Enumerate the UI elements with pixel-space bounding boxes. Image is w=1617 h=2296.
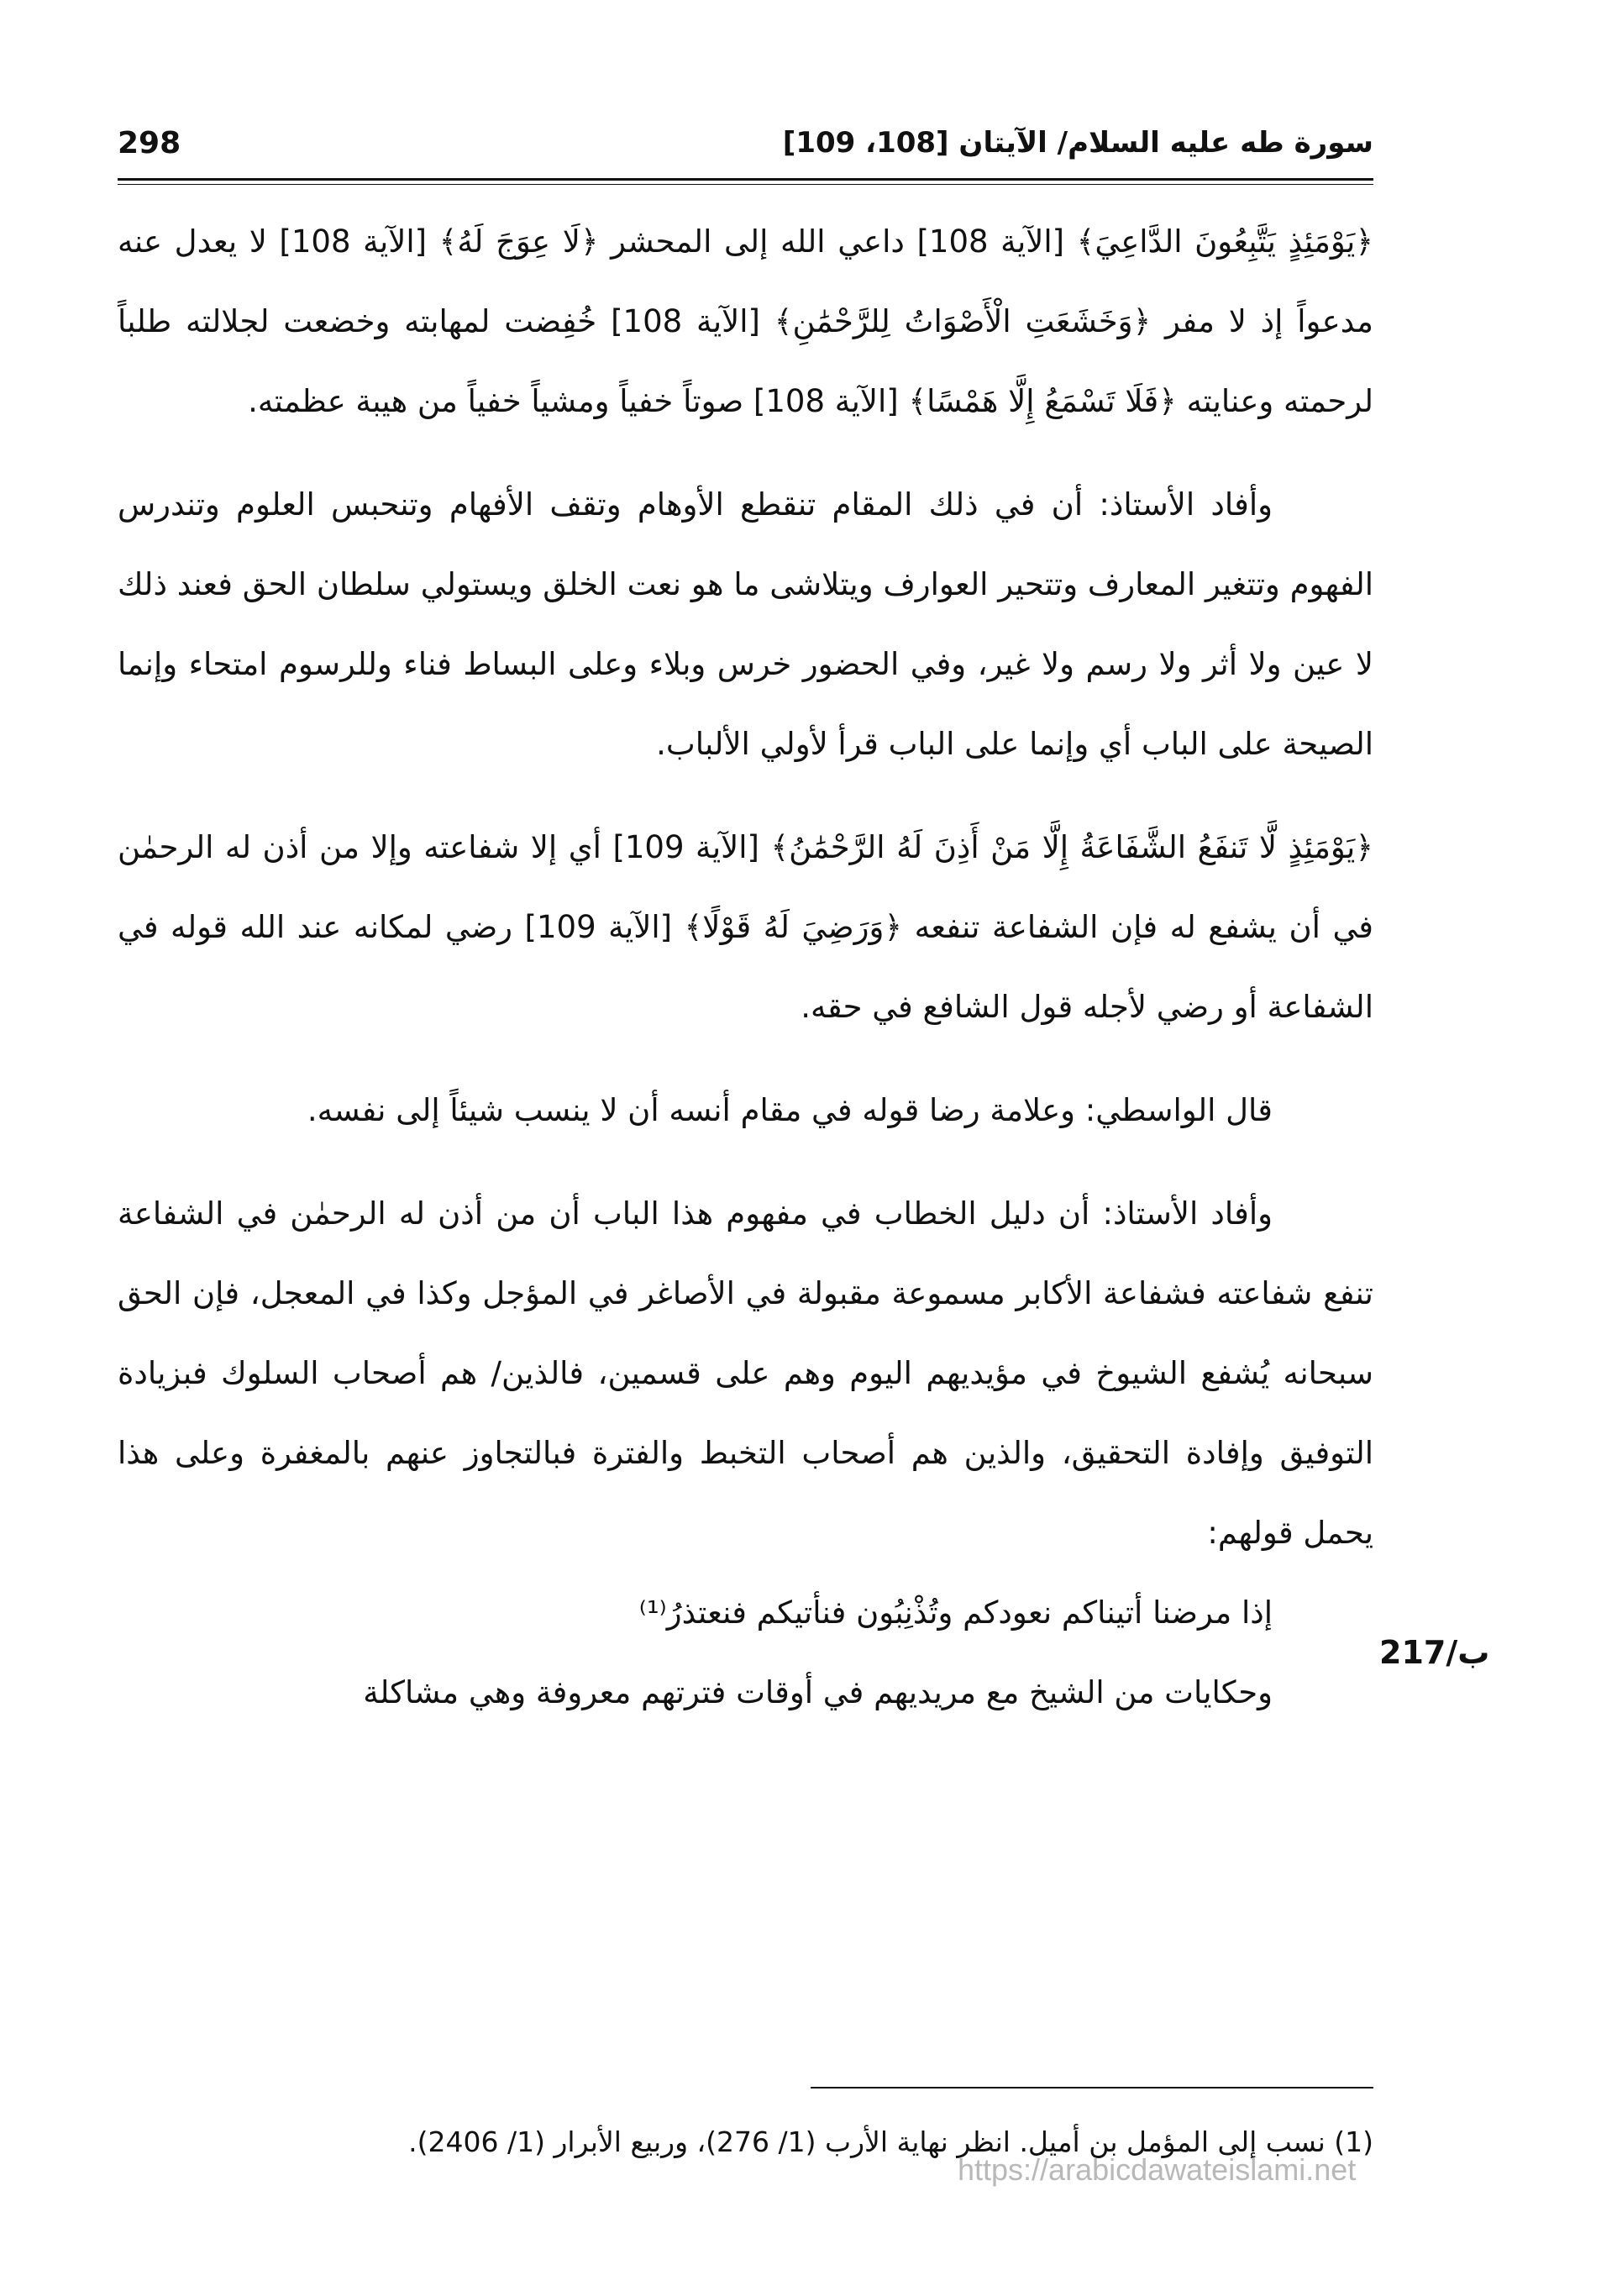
paragraph: قال الواسطي: وعلامة رضا قوله في مقام أنسه أن لا ينسب شيئاً إلى نفسه. [307, 1092, 1273, 1128]
paragraph: وحكايات من الشيخ مع مريديهم في أوقات فترتهم معروفة وهي مشاكلة [363, 1674, 1273, 1710]
footnote-rule [811, 2087, 1373, 2088]
verse-line: إذا مرضنا أتيناكم نعودكم وتُذْنِبُون فنأتيكم فنعتذرُ⁽¹⁾ [638, 1595, 1273, 1631]
main-text [118, 202, 1373, 1732]
manuscript-folio-note: 217/ب [1379, 1634, 1490, 1671]
running-header [118, 126, 1373, 168]
header-rule [118, 178, 1373, 181]
page-number: 298 [118, 126, 181, 160]
header-rule-thin [118, 184, 1373, 185]
watermark-url: https://arabicdawateislami.net [958, 2152, 1357, 2187]
paragraph: ﴿يَوْمَئِذٍ لَّا تَنفَعُ الشَّفَاعَةُ إِلَّا مَنْ أَذِنَ لَهُ الرَّحْمَٰنُ﴾ [الآية 109] أي إلا شفاعته وإلا من أذن له الرحمٰن في أن يشفع له فإن الشفاعة تنفعه ﴿وَرَضِيَ لَهُ قَوْلًا﴾ [الآية 109] رضي لمكانه عند الله قوله في الشفاعة أو رضي لأجله قول الشافع في حقه. [118, 829, 1373, 1025]
paragraph: وأفاد الأستاذ: أن في ذلك المقام تنقطع الأوهام وتقف الأفهام وتنحبس العلوم وتندرس الفهوم وتتغير المعارف وتتحير العوارف ويتلاشى ما هو نعت الخلق ويستولي سلطان الحق فعند ذلك لا عين ولا أثر ولا رسم ولا غير، وفي الحضور خرس وبلاء وعلى البساط فناء وللرسوم امتحاء وإنما الصيحة على الباب أي وإنما على الباب قرأ لأولي الألباب. [118, 486, 1373, 762]
footnote: (1) نسب إلى المؤمل بن أميل. انظر نهاية الأرب (1/ 276)، وربيع الأبرار (1/ 2406). [408, 2125, 1373, 2158]
paragraph: ﴿يَوْمَئِذٍ يَتَّبِعُونَ الدَّاعِيَ﴾ [الآية 108] داعي الله إلى المحشر ﴿لَا عِوَجَ لَهُ﴾ [الآية 108] لا يعدل عنه مدعواً إذ لا مفر ﴿وَخَشَعَتِ الْأَصْوَاتُ لِلرَّحْمَٰنِ﴾ [الآية 108] خُفِضت لمهابته وخضعت لجلالته طلباً لرحمته وعنايته ﴿فَلَا تَسْمَعُ إِلَّا هَمْسًا﴾ [الآية 108] صوتاً خفياً ومشياً خفياً من هيبة عظمته. [118, 223, 1373, 419]
header-title: سورة طه عليه السلام/ الآيتان [108، 109] [782, 126, 1373, 160]
paragraph: وأفاد الأستاذ: أن دليل الخطاب في مفهوم هذا الباب أن من أذن له الرحمٰن في الشفاعة تنفع شفاعته فشفاعة الأكابر مسموعة مقبولة في الأصاغر في المؤجل وكذا في المعجل، فإن الحق سبحانه يُشفع الشيوخ في مؤيديهم اليوم وهم على قسمين، فالذين/ هم أصحاب السلوك فبزيادة التوفيق وإفادة التحقيق، والذين هم أصحاب التخبط والفترة فبالتجاوز عنهم بالمغفرة وعلى هذا يحمل قولهم: [118, 1195, 1373, 1551]
